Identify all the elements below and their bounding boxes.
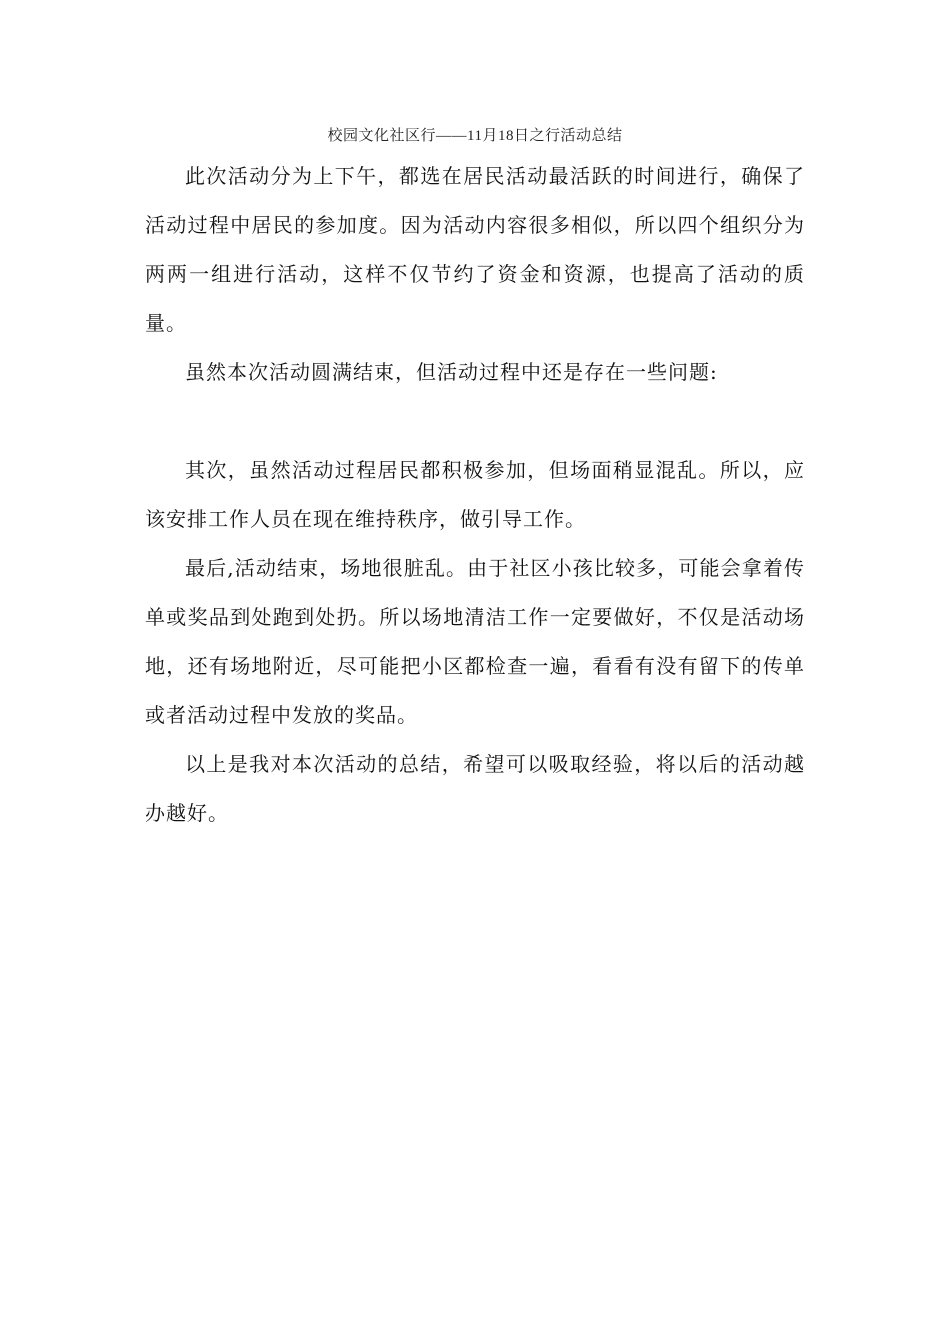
paragraph-conclusion: 以上是我对本次活动的总结，希望可以吸取经验，将以后的活动越办越好。 <box>145 752 805 825</box>
paragraph-second-problem: 其次，虽然活动过程居民都积极参加，但场面稍显混乱。所以，应该安排工作人员在现在维持秩序，做引导工作。 <box>145 458 805 531</box>
paragraph-last-problem: 最后,活动结束，场地很脏乱。由于社区小孩比较多，可能会拿着传单或奖品到处跑到处扔。所以场地清洁工作一定要做好，不仅是活动场地，还有场地附近，尽可能把小区都检查一遍，看看有没有留下的传单或者活动过程中发放的奖品。 <box>145 556 805 727</box>
document-body <box>145 152 805 838</box>
document-title: 校园文化社区行——11月18日之行活动总结 <box>327 128 623 144</box>
paragraph-activity-overview: 此次活动分为上下午，都选在居民活动最活跃的时间进行，确保了活动过程中居民的参加度。因为活动内容很多相似，所以四个组织分为两两一组进行活动，这样不仅节约了资金和资源，也提高了活动的质量。 <box>145 164 805 335</box>
paragraph-problems-intro: 虽然本次活动圆满结束，但活动过程中还是存在一些问题: <box>185 360 718 384</box>
